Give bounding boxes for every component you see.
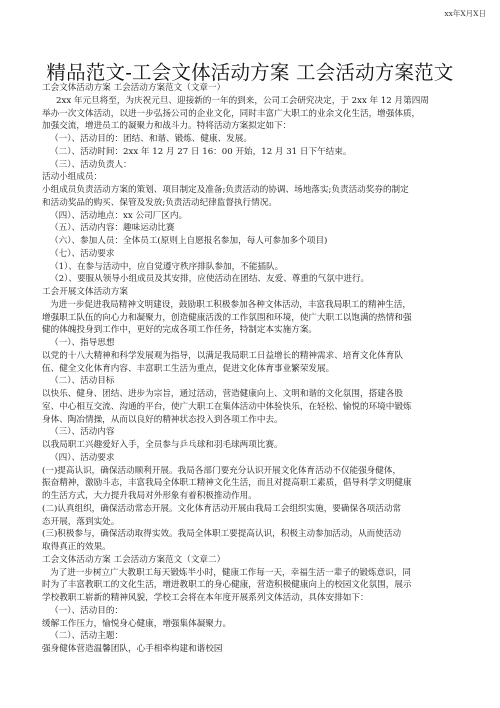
- section-heading: 工会文体活动方案 工会活动方案范文（文章一）: [42, 83, 226, 93]
- paragraph-line: （三）、活动内容: [50, 427, 115, 438]
- paragraph-line: （一）、活动目的：团结、和谐、锻炼、健康、发展。: [50, 134, 252, 144]
- paragraph-line: 伍、健全文化体育内容、丰富职工生活为重点，促进文化体育事业繁荣发展。: [42, 363, 335, 374]
- paragraph-line: 以快乐、健身、团结、进步为宗旨，通过活动，营造健康向上、文明和谐的文化氛围，搭建各股: [42, 389, 403, 399]
- paragraph-line: （四）、活动要求: [50, 452, 115, 463]
- document-body: [42, 82, 468, 656]
- paragraph-line: 身体、陶冶情操，从而以良好的精神状态投入到各项工作中去。: [42, 414, 283, 425]
- paragraph-line: (三)积极参与，确保活动取得实效。我局全体职工要提高认识，积极主动参加活动，从而使活动: [42, 529, 402, 540]
- paragraph-line: 时为了丰富教职工的文化生活，增进教职工的身心健康，营造积极健康向上的校园文化氛围，展示: [42, 580, 412, 591]
- paragraph-line: 室、中心相互交流、沟通的平台，使广大职工在集体活动中体验快乐，在轻松、愉悦的环境中锻炼: [42, 401, 412, 412]
- paragraph-line: 的生活方式，大力提升我局对外形象有着积极推动作用。: [42, 491, 257, 501]
- paragraph-line: 取得真正的效果。: [42, 542, 111, 552]
- paragraph-line: （一）、活动目的：: [50, 605, 124, 616]
- paragraph-line: 以党的十八大精神和科学发展观为指导，以满足我局职工日益增长的精神需求、培育文化体育队: [42, 350, 403, 361]
- section-heading: 工会文体活动方案 工会活动方案范文（文章二）: [42, 554, 226, 565]
- paragraph-line: （二）、活动时间：2xx 年 12 月 27 日 16：00 开始，12 月 31 日下午结束。: [50, 146, 352, 157]
- paragraph-line: 缓解工作压力，愉悦身心健康，增强集体凝聚力。: [42, 618, 232, 629]
- paragraph-line: 态开展，落到实处。: [42, 516, 120, 527]
- paragraph-line: （一）、指导思想: [50, 338, 115, 348]
- paragraph-line: （1）、在参与活动中，应自觉遵守秩序排队参加，不能插队。: [50, 261, 284, 272]
- paragraph-line: （三）、活动负责人：: [50, 159, 132, 170]
- paragraph-line: 增强职工队伍的向心力和凝聚力，创造健康活泼的工作氛围和环境，使广大职工以饱满的热情和强: [42, 312, 412, 323]
- paragraph-line: 2xx 年元旦将至，为庆祝元旦、迎接新的一年的到来，公司工会研究决定，于 2xx 年 12 月第四周: [56, 95, 429, 106]
- paragraph-line: 强身健体营造温馨团队，心手相牵构建和谐校园: [42, 644, 223, 654]
- paragraph-line: （六）、参加人员：全体员工(原则上自愿报名参加，每人可参加多个项目): [50, 236, 328, 246]
- paragraph-line: （二）、活动目标: [50, 376, 115, 387]
- paragraph-line: 振奋精神，激励斗志，丰富我局全体职工精神文化生活，而且对提高职工素质，倡导科学文明健康: [42, 478, 412, 489]
- paragraph-line: 学校教职工崭新的精神风貌，学校工会将在本年度开展系列文体活动，具体安排如下：: [42, 593, 369, 603]
- section-heading: 工会开展文体活动方案: [42, 287, 128, 297]
- paragraph-line: 小组成员负责活动方案的策划、项目制定及准备;负责活动的协调、场地落实;负责活动奖券的制定: [42, 185, 409, 195]
- paragraph-line: （五）、活动内容：趣味运动比赛: [50, 223, 175, 234]
- paragraph-line: 和活动奖品的购买、保管及发放;负责活动纪律监督执行情况。: [42, 197, 277, 208]
- document-title: 精品范文-工会文体活动方案 工会活动方案范文: [46, 61, 454, 85]
- paragraph-line: 活动小组成员：: [42, 172, 103, 183]
- paragraph-line: 加强交流，增进员工的凝聚力和战斗力。特将活动方案拟定如下：: [42, 121, 292, 132]
- paragraph-line: 健的体魄投身到工作中，更好的完成各项工作任务，特制定本实施方案。: [42, 325, 318, 336]
- paragraph-line: （七）、活动要求: [50, 248, 115, 259]
- paragraph-line: （四）、活动地点：xx 公司厂区内。: [50, 210, 188, 221]
- paragraph-line: 举办一次文体活动，以进一步弘扬公司的企业文化，同时丰富广大职工的业余文化生活，增强体质，: [42, 108, 421, 119]
- paragraph-line: 为了进一步树立广大教职工每天锻炼半小时，健康工作每一天，幸福生活一辈子的锻炼意识，同: [50, 567, 411, 578]
- paragraph-line: 为进一步促进我局精神文明建设，鼓励职工积极参加各种文体活动，丰富我局职工的精神生活，: [50, 299, 411, 310]
- paragraph-line: 以我局职工兴趣爱好入手，全员参与乒乓球和羽毛球两项比赛。: [42, 440, 283, 450]
- paragraph-line: （2）、要服从领导小组成员及其安排，应使活动在团结、友爱、尊重的气氛中进行。: [50, 274, 370, 285]
- paragraph-line: (一)提高认识，确保活动顺利开展。我局各部门要充分认识开展文化体育活动不仅能强身健体，: [42, 465, 402, 476]
- header-date: xx年X月X日: [444, 9, 486, 18]
- paragraph-line: (二)认真组织，确保活动常态开展。文化体育活动开展由我局工会组织实施，要确保各项活动常: [42, 503, 402, 514]
- paragraph-line: （二）、活动主题：: [50, 631, 124, 642]
